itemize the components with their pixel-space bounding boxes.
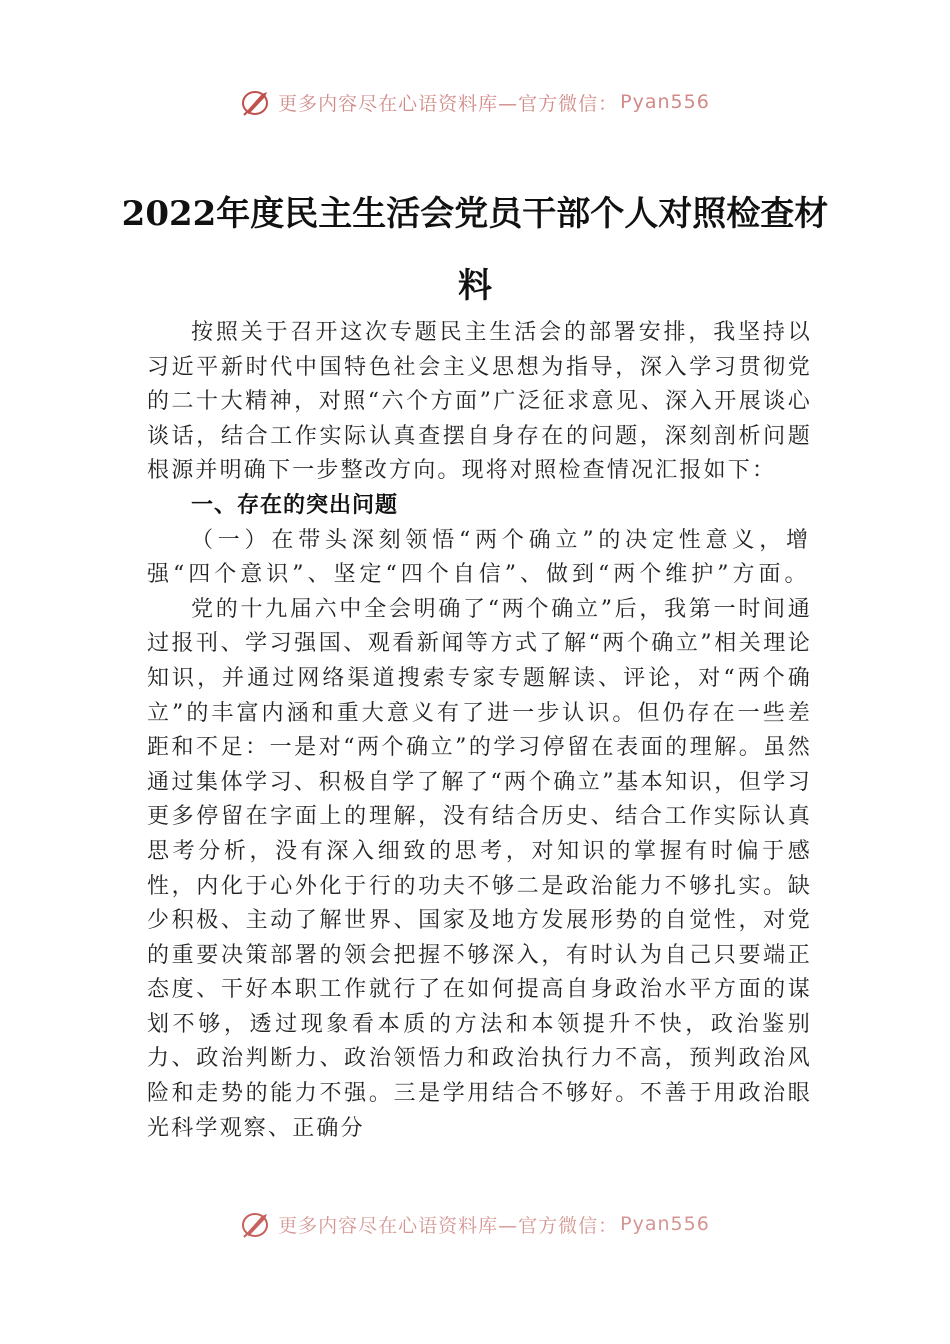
watermark-text: 更多内容尽在心语资料库—官方微信： xyxy=(278,1214,619,1237)
watermark-header xyxy=(0,82,950,122)
document-title: 2022年度民主生活会党员干部个人对照检查材料 xyxy=(121,194,829,306)
body-paragraph: 党的十九届六中全会明确了“两个确立”后，我第一时间通过报刊、学习强国、观看新闻等方式了解“两个确立”相关理论知识，并通过网络渠道搜索专家专题解读、评论，对“两个确立”的丰富内涵和重大意义有了进一步认识。但仍存在一些差距和不足：一是对“两个确立”的学习停留在表面的理解。虽然通过集体学习、积极自学了解了“两个确立”基本知识，但学习更多停留在字面上的理解，没有结合历史、结合工作实际认真思考分析，没有深入细致的思考，对知识的掌握有时偏于感性，内化于心外化于行的功夫不够二是政治能力不够扎实。缺少积极、主动了解世界、国家及地方发展形势的自觉性，对党的重要决策部署的领会把握不够深入，有时认为自己只要端正态度、干好本职工作就行了在如何提高自身政治水平方面的谋划不够，透过现象看本质的方法和本领提升不快，政治鉴别力、政治判断力、政治领悟力和政治执行力不高，预判政治风险和走势的能力不强。三是学用结合不够好。不善于用政治眼光科学观察、正确分 xyxy=(147,596,812,1141)
intro-paragraph: 按照关于召开这次专题民主生活会的部署安排，我坚持以习近平新时代中国特色社会主义思想为指导，深入学习贯彻党的二十大精神，对照“六个方面”广泛征求意见、深入开展谈心谈话，结合工作实际认真查摆自身存在的问题，深刻剖析问题根源并明确下一步整改方向。现将对照检查情况汇报如下： xyxy=(147,320,812,484)
watermark-wechat-id: Pyan556 xyxy=(620,1213,710,1235)
subsection-heading: （一）在带头深刻领悟“两个确立”的决定性意义，增强“四个意识”、坚定“四个自信”、做到“两个维护”方面。 xyxy=(147,527,812,588)
watermark-footer xyxy=(0,1204,950,1244)
watermark-wechat-id: Pyan556 xyxy=(620,91,710,113)
pen-logo-icon xyxy=(240,86,272,118)
pen-logo-icon xyxy=(240,1208,272,1240)
watermark-text: 更多内容尽在心语资料库—官方微信： xyxy=(278,92,619,115)
document-body xyxy=(147,316,812,1146)
section-heading: 一、存在的突出问题 xyxy=(191,492,399,518)
